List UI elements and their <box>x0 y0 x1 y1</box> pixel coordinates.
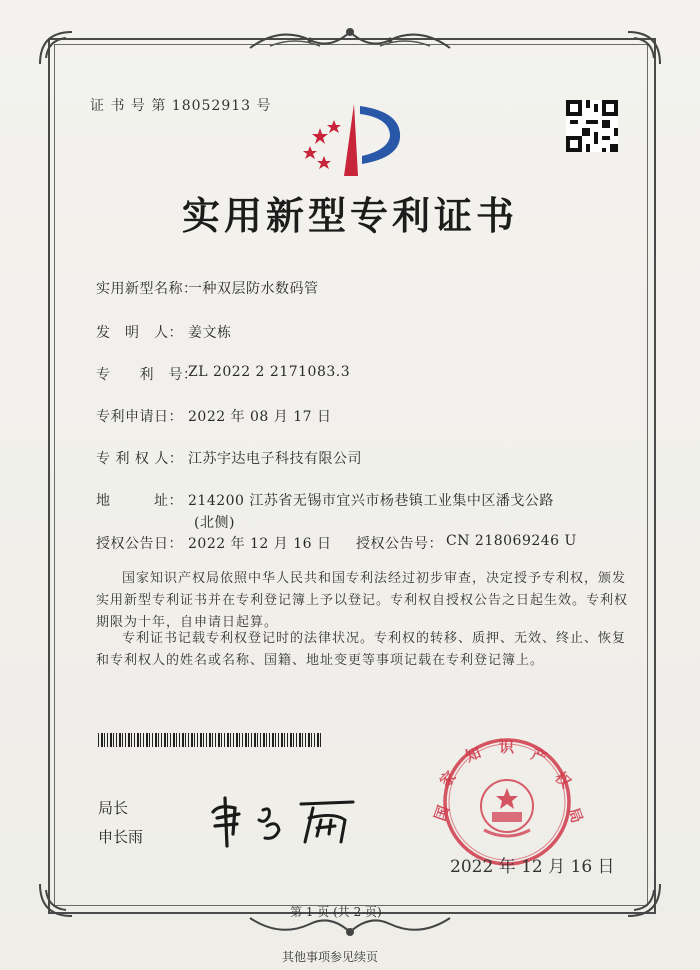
field-value-address-line2: (北侧) <box>194 515 235 531</box>
seal-char-2: 家 <box>436 767 460 791</box>
field-value-grant-date: 2022 年 12 月 16 日 <box>188 536 332 552</box>
top-ornament <box>240 22 460 58</box>
field-value-inventor: 姜文栋 <box>188 325 232 341</box>
corner-ornament-bl <box>36 880 76 920</box>
field-label-utility-model-name: 实用新型名称： <box>96 281 198 297</box>
seal-char-7: 局 <box>564 805 587 826</box>
field-value-utility-model-name: 一种双层防水数码管 <box>188 281 319 297</box>
seal-date: 2022 年 12 月 16 日 <box>450 857 615 877</box>
field-label-grant-date: 授权公告日： <box>96 536 183 552</box>
footer-note: 其他事项参见续页 <box>282 950 379 964</box>
corner-ornament-tr <box>624 28 664 68</box>
signatory-title: 局长 <box>98 799 129 817</box>
seal-char-1: 国 <box>430 803 453 824</box>
certificate-number: 证 书 号 第 18052913 号 <box>90 98 272 114</box>
qr-code-icon <box>566 100 618 152</box>
barcode <box>98 733 322 747</box>
seal-char-6: 权 <box>551 768 575 792</box>
official-seal <box>422 730 592 870</box>
field-value-application-date: 2022 年 08 月 17 日 <box>188 409 332 425</box>
signatory-name: 申长雨 <box>98 828 144 846</box>
field-value-address: 214200 江苏省无锡市宜兴市杨巷镇工业集中区潘戈公路 <box>188 493 554 509</box>
handwritten-signature <box>205 790 365 850</box>
field-label-address: 地 址： <box>96 493 183 509</box>
seal-char-4: 识 <box>499 738 515 756</box>
field-value-patent-number: ZL 2022 2 2171083.3 <box>188 364 351 380</box>
page-number: 第 1 页 (共 2 页) <box>290 905 382 919</box>
seal-char-5: 产 <box>528 745 550 768</box>
field-label-grant-number: 授权公告号： <box>356 536 443 552</box>
statement-paragraph-1: 国家知识产权局依照中华人民共和国专利法经过初步审查，决定授予专利权，颁发实用新型专利证书并在专利登记簿上予以登记。专利权自授权公告之日起生效。专利权期限为十年，自申请日起算。 <box>96 571 629 630</box>
certificate-title: 实用新型专利证书 <box>181 193 518 238</box>
corner-ornament-br <box>624 880 664 920</box>
patent-office-logo <box>300 98 410 178</box>
corner-ornament-tl <box>36 28 76 68</box>
field-label-patent-number: 专 利 号： <box>96 367 198 383</box>
field-label-inventor: 发 明 人： <box>96 325 183 341</box>
field-value-grant-number: CN 218069246 U <box>446 533 577 549</box>
field-label-application-date: 专利申请日： <box>96 409 183 425</box>
field-value-patentee: 江苏宇达电子科技有限公司 <box>188 451 362 467</box>
statement-paragraph-2: 专利证书记载专利权登记时的法律状况。专利权的转移、质押、无效、终止、恢复和专利权人的姓名或名称、国籍、地址变更等事项记载在专利登记簿上。 <box>96 631 627 668</box>
seal-char-3: 知 <box>462 743 484 766</box>
field-label-patentee: 专 利 权 人： <box>96 451 184 467</box>
